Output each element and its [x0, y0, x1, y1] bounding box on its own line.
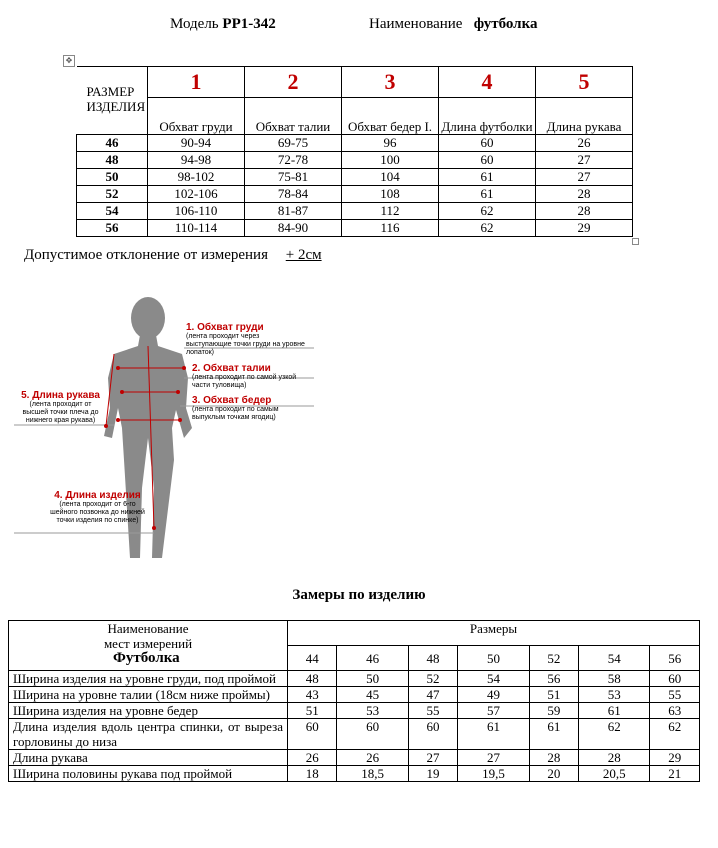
col-label: Обхват бедер I. [342, 98, 439, 135]
measurement-value: 62 [579, 719, 650, 750]
measure-cell: 116 [342, 220, 439, 237]
size-cell: 48 [77, 152, 148, 169]
measure-cell: 110-114 [148, 220, 245, 237]
measure-cell: 60 [439, 152, 536, 169]
measurement-value: 56 [529, 671, 578, 687]
size-column-header: 44 [288, 646, 337, 671]
product-name: Футболка [113, 650, 180, 666]
name-heading [369, 16, 538, 33]
name-value: футболка [473, 16, 538, 32]
measure-cell: 84-90 [245, 220, 342, 237]
measurement-value: 19,5 [458, 766, 529, 782]
label-waist: 2. Обхват талии (лента проходит по самой узкой части туловища) [192, 363, 297, 389]
measurement-value: 52 [408, 671, 457, 687]
sizes-header: Размеры [288, 621, 700, 646]
measurement-value: 29 [650, 750, 700, 766]
size-table-row [77, 152, 633, 169]
size-cell: 56 [77, 220, 148, 237]
size-column-header: 54 [579, 646, 650, 671]
measurement-value: 21 [650, 766, 700, 782]
measure-cell: 75-81 [245, 169, 342, 186]
measurement-value: 45 [337, 687, 408, 703]
measure-cell: 108 [342, 186, 439, 203]
measurement-value: 48 [288, 671, 337, 687]
size-cell: 52 [77, 186, 148, 203]
measure-cell: 69-75 [245, 135, 342, 152]
measure-cell: 28 [536, 203, 633, 220]
measurement-value: 20 [529, 766, 578, 782]
measurement-value: 53 [579, 687, 650, 703]
size-table-corner: РАЗМЕР ИЗДЕЛИЯ [77, 67, 148, 135]
measure-cell: 106-110 [148, 203, 245, 220]
name-label: Наименование [369, 16, 463, 32]
measure-cell: 90-94 [148, 135, 245, 152]
product-table-row [9, 703, 700, 719]
measurement-value: 53 [337, 703, 408, 719]
measure-cell: 61 [439, 169, 536, 186]
product-table [8, 620, 700, 782]
size-column-header: 48 [408, 646, 457, 671]
measurement-value: 18,5 [337, 766, 408, 782]
size-column-header: 52 [529, 646, 578, 671]
label-sleeve: 5. Длина рукава (лента проходит от высшей точки плеча до нижнего края рукава) [21, 390, 100, 424]
measurement-value: 27 [458, 750, 529, 766]
measure-cell: 96 [342, 135, 439, 152]
table-resize-handle[interactable] [632, 238, 639, 245]
label-hips: 3. Обхват бедер (лента проходит по самым выпуклым точкам ягодиц) [192, 395, 279, 421]
col-label: Длина футболки [439, 98, 536, 135]
measurement-value: 27 [408, 750, 457, 766]
size-table-row [77, 220, 633, 237]
measurement-value: 59 [529, 703, 578, 719]
measure-cell: 26 [536, 135, 633, 152]
measure-cell: 27 [536, 169, 633, 186]
size-cell: 46 [77, 135, 148, 152]
model-label: Модель [170, 16, 219, 32]
measurement-value: 54 [458, 671, 529, 687]
size-column-header: 46 [337, 646, 408, 671]
measurement-value: 49 [458, 687, 529, 703]
size-table-row [77, 169, 633, 186]
size-table-row [77, 186, 633, 203]
measurement-value: 28 [529, 750, 578, 766]
measurement-value: 47 [408, 687, 457, 703]
measurement-value: 61 [458, 719, 529, 750]
product-table-row [9, 750, 700, 766]
table-move-handle-icon[interactable]: ✥ [63, 55, 75, 67]
measurement-value: 43 [288, 687, 337, 703]
measurement-value: 26 [288, 750, 337, 766]
measurement-value: 58 [579, 671, 650, 687]
measurement-value: 61 [579, 703, 650, 719]
measurement-value: 18 [288, 766, 337, 782]
product-table-title: Замеры по изделию [292, 587, 426, 603]
measure-cell: 61 [439, 186, 536, 203]
size-column-header: 56 [650, 646, 700, 671]
label-length: 4. Длина изделия (лента проходит от 6-го шейного позвонка до нижней точки изделия по спинке) [50, 490, 145, 524]
tolerance-text: Допустимое отклонение от измерения [24, 247, 268, 263]
measurement-value: 28 [579, 750, 650, 766]
measurement-value: 55 [408, 703, 457, 719]
measure-cell: 60 [439, 135, 536, 152]
model-value: РР1-342 [222, 16, 276, 32]
product-name-header: Наименование мест измерений Футболка [9, 621, 288, 671]
col-number: 2 [245, 67, 342, 98]
measurement-value: 19 [408, 766, 457, 782]
product-table-row [9, 766, 700, 782]
measure-cell: 98-102 [148, 169, 245, 186]
col-number: 5 [536, 67, 633, 98]
size-column-header: 50 [458, 646, 529, 671]
measure-cell: 100 [342, 152, 439, 169]
measurement-value: 60 [337, 719, 408, 750]
measure-cell: 28 [536, 186, 633, 203]
col-label: Обхват талии [245, 98, 342, 135]
size-table-row [77, 135, 633, 152]
col-number: 1 [148, 67, 245, 98]
measure-cell: 62 [439, 203, 536, 220]
measurement-label: Ширина половины рукава под проймой [9, 766, 288, 782]
measurement-label: Длина изделия вдоль центра спинки, от выреза горловины до низа [9, 719, 288, 750]
tolerance-value: + 2см [285, 247, 322, 263]
measure-cell: 62 [439, 220, 536, 237]
size-cell: 54 [77, 203, 148, 220]
product-table-row [9, 671, 700, 687]
measure-cell: 81-87 [245, 203, 342, 220]
measurement-value: 62 [650, 719, 700, 750]
label-chest: 1. Обхват груди (лента проходит через выступающие точки груди на уровне лопаток) [186, 322, 305, 356]
col-number: 3 [342, 67, 439, 98]
measure-cell: 102-106 [148, 186, 245, 203]
size-table [76, 66, 633, 237]
measurement-value: 60 [408, 719, 457, 750]
measure-cell: 27 [536, 152, 633, 169]
tolerance-line [24, 247, 322, 264]
measure-cell: 94-98 [148, 152, 245, 169]
measurement-label: Длина рукава [9, 750, 288, 766]
measurement-value: 50 [337, 671, 408, 687]
size-table-row [77, 203, 633, 220]
model-heading [170, 16, 276, 33]
size-cell: 50 [77, 169, 148, 186]
measurement-value: 60 [288, 719, 337, 750]
product-table-row [9, 687, 700, 703]
measurement-value: 51 [529, 687, 578, 703]
measurement-value: 20,5 [579, 766, 650, 782]
measurement-value: 61 [529, 719, 578, 750]
measurement-value: 51 [288, 703, 337, 719]
measure-cell: 104 [342, 169, 439, 186]
measure-cell: 29 [536, 220, 633, 237]
measure-cell: 78-84 [245, 186, 342, 203]
measurement-label: Ширина изделия на уровне бедер [9, 703, 288, 719]
measurement-value: 57 [458, 703, 529, 719]
product-table-row [9, 719, 700, 750]
measurement-value: 60 [650, 671, 700, 687]
measurement-label: Ширина изделия на уровне груди, под проймой [9, 671, 288, 687]
measurement-label: Ширина на уровне талии (18см ниже проймы) [9, 687, 288, 703]
col-label: Длина рукава [536, 98, 633, 135]
measurement-value: 55 [650, 687, 700, 703]
measurement-value: 63 [650, 703, 700, 719]
measure-cell: 72-78 [245, 152, 342, 169]
col-number: 4 [439, 67, 536, 98]
measurement-value: 26 [337, 750, 408, 766]
measure-cell: 112 [342, 203, 439, 220]
col-label: Обхват груди [148, 98, 245, 135]
